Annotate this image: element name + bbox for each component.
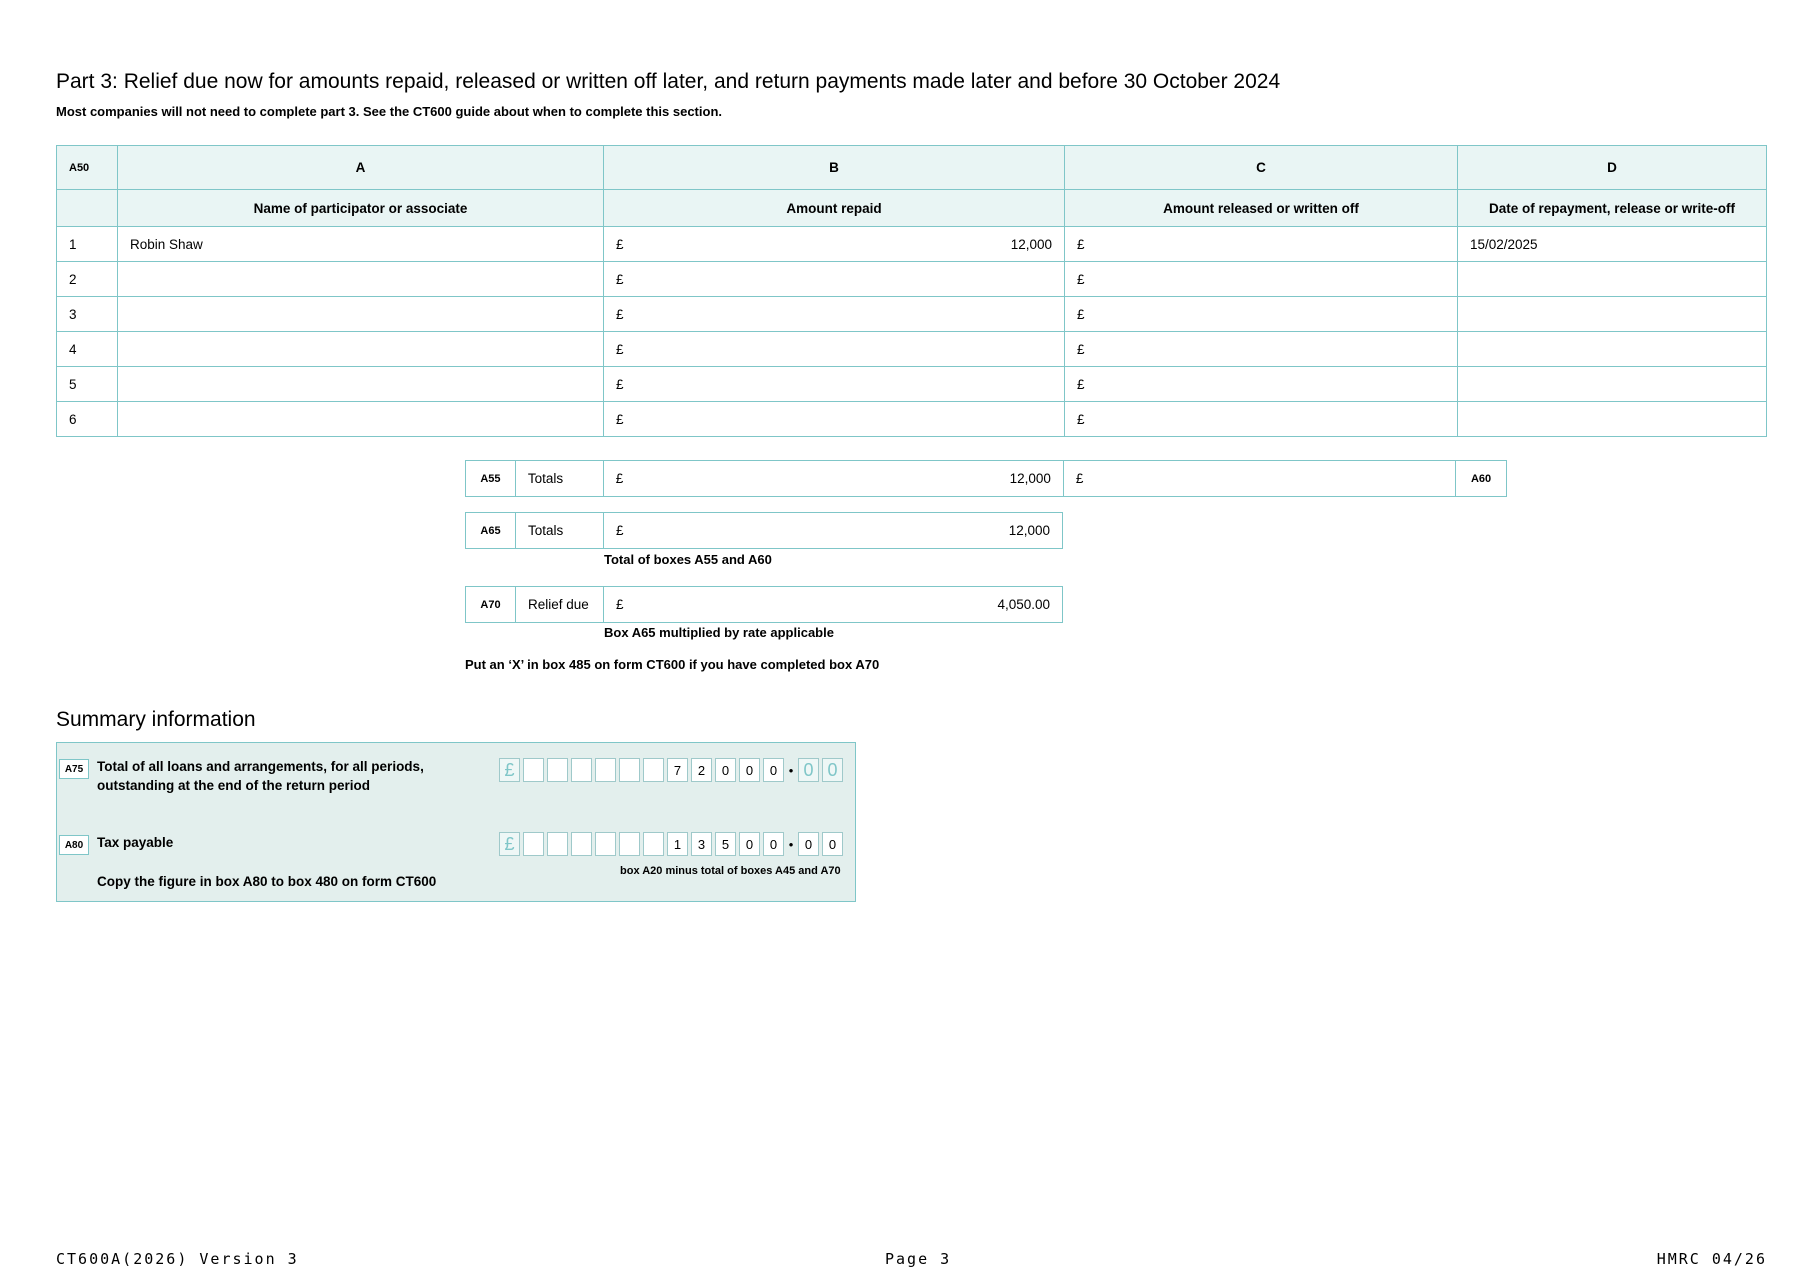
summary-panel [56, 742, 856, 902]
digit-cell[interactable]: 0 [763, 758, 784, 782]
participator-name-field[interactable] [118, 332, 604, 367]
decimal-point: • [788, 762, 794, 778]
table-row [57, 297, 1767, 332]
digit-cell[interactable] [595, 832, 616, 856]
instruction-text: Put an ‘X’ in box 485 on form CT600 if you have completed box A70 [465, 657, 880, 672]
part-note: Most companies will not need to complete part 3. See the CT600 guide about when to complete this section. [56, 104, 722, 119]
participator-name-field[interactable] [118, 402, 604, 437]
digit-cell[interactable] [547, 758, 568, 782]
a65-value: 12,000 [1008, 523, 1050, 538]
amount-repaid-field[interactable]: £ [604, 262, 1065, 297]
pence-cell[interactable]: 0 [822, 832, 843, 856]
digit-cell[interactable]: 3 [691, 832, 712, 856]
amount-repaid-field[interactable]: £ [604, 297, 1065, 332]
col-header-repaid: Amount repaid [604, 190, 1065, 227]
box-code-a80: A80 [59, 835, 89, 855]
relief-label: Relief due [516, 587, 604, 622]
pound-sign: £ [499, 758, 520, 782]
repayment-date-field[interactable] [1458, 297, 1767, 332]
digit-cell[interactable] [619, 758, 640, 782]
a55-value: 12,000 [1009, 471, 1051, 486]
box-code-a70: A70 [466, 587, 516, 622]
box-code-a65: A65 [466, 513, 516, 548]
amount-repaid-field[interactable]: £ [604, 332, 1065, 367]
digit-cell[interactable]: 0 [763, 832, 784, 856]
col-letter-a: A [118, 146, 604, 190]
table-row [57, 262, 1767, 297]
digit-cell[interactable] [595, 758, 616, 782]
a80-copy-note: Copy the figure in box A80 to box 480 on form CT600 [97, 874, 437, 889]
repayment-date-field[interactable]: 15/02/2025 [1458, 227, 1767, 262]
repayment-date-field[interactable] [1458, 367, 1767, 402]
participator-name-field[interactable] [118, 367, 604, 402]
row-number: 1 [57, 227, 118, 262]
box-code-a75: A75 [59, 759, 89, 779]
amount-released-field[interactable]: £ [1065, 367, 1458, 402]
table-row [57, 367, 1767, 402]
row-number: 3 [57, 297, 118, 332]
relief-a70-row [465, 586, 1063, 623]
a55-field[interactable]: £ 12,000 [604, 461, 1064, 496]
a80-label: Tax payable [97, 835, 174, 850]
a70-value: 4,050.00 [997, 597, 1050, 612]
a75-label: Total of all loans and arrangements, for all periods, outstanding at the end of the return period [97, 759, 424, 793]
amount-repaid-field[interactable]: £ [604, 367, 1065, 402]
box-code-a60: A60 [1470, 472, 1492, 485]
digit-cell[interactable]: 0 [715, 758, 736, 782]
a70-note: Box A65 multiplied by rate applicable [604, 625, 834, 640]
col-header-name: Name of participator or associate [118, 190, 604, 227]
digit-cell[interactable]: 0 [739, 832, 760, 856]
footer-page-number: Page 3 [885, 1250, 952, 1268]
totals-label: Totals [516, 513, 604, 548]
a80-digit-field[interactable] [499, 832, 846, 856]
a65-field[interactable]: £ 12,000 [616, 523, 1050, 538]
digit-cell[interactable] [571, 758, 592, 782]
col-header-released: Amount released or written off [1065, 190, 1458, 227]
totals-a65-row [465, 512, 1063, 549]
digit-cell[interactable]: 1 [667, 832, 688, 856]
digit-cell[interactable] [547, 832, 568, 856]
digit-cell[interactable]: 7 [667, 758, 688, 782]
repayment-date-field[interactable] [1458, 262, 1767, 297]
footer-hmrc-date: HMRC 04/26 [1656, 1250, 1767, 1268]
totals-label: Totals [516, 461, 604, 496]
relief-table [56, 145, 1767, 437]
amount-released-field[interactable]: £ [1065, 262, 1458, 297]
box-code-a50: A50 [57, 146, 118, 190]
digit-cell[interactable]: 5 [715, 832, 736, 856]
amount-released-field[interactable]: £ [1065, 402, 1458, 437]
decimal-point: • [788, 836, 794, 852]
table-header-letters [57, 146, 1767, 190]
pence-cell[interactable]: 0 [798, 758, 819, 782]
digit-cell[interactable] [643, 758, 664, 782]
row-number: 5 [57, 367, 118, 402]
a60-field[interactable]: £ [1064, 461, 1456, 496]
participator-name-field[interactable] [118, 297, 604, 332]
row-number: 6 [57, 402, 118, 437]
amount-released-field[interactable]: £ [1065, 332, 1458, 367]
a80-hint: box A20 minus total of boxes A45 and A70 [620, 865, 841, 877]
col-letter-b: B [604, 146, 1065, 190]
a70-field[interactable]: £ 4,050.00 [616, 597, 1050, 612]
footer-form-version: CT600A(2026) Version 3 [56, 1250, 299, 1268]
col-letter-c: C [1065, 146, 1458, 190]
repayment-date-field[interactable] [1458, 402, 1767, 437]
col-letter-d: D [1458, 146, 1767, 190]
repayment-date-field[interactable] [1458, 332, 1767, 367]
table-row [57, 227, 1767, 262]
summary-title: Summary information [56, 708, 256, 731]
digit-cell[interactable] [571, 832, 592, 856]
table-row [57, 402, 1767, 437]
participator-name-field[interactable]: Robin Shaw [118, 227, 604, 262]
digit-cell[interactable] [643, 832, 664, 856]
a75-digit-field[interactable] [499, 758, 846, 782]
box-code-a55: A55 [466, 461, 516, 496]
part-title: Part 3: Relief due now for amounts repaid, released or written off later, and return payments made later and before 30 October 2024 [56, 70, 1281, 93]
row-number: 2 [57, 262, 118, 297]
digit-cell[interactable]: 0 [739, 758, 760, 782]
digit-cell[interactable]: 2 [691, 758, 712, 782]
totals-a55-row [465, 460, 1507, 497]
participator-name-field[interactable] [118, 262, 604, 297]
pence-cell[interactable]: 0 [822, 758, 843, 782]
a65-note: Total of boxes A55 and A60 [604, 552, 772, 567]
digit-cell[interactable] [523, 832, 544, 856]
col-header-date: Date of repayment, release or write-off [1458, 190, 1767, 227]
amount-repaid-field[interactable]: £ 12,000 [604, 227, 1065, 262]
table-header-titles [57, 190, 1767, 227]
table-row [57, 332, 1767, 367]
amount-repaid-field[interactable]: £ [604, 402, 1065, 437]
digit-cell[interactable] [619, 832, 640, 856]
amount-released-field[interactable]: £ [1065, 297, 1458, 332]
pound-sign: £ [499, 832, 520, 856]
pence-cell[interactable]: 0 [798, 832, 819, 856]
row-number: 4 [57, 332, 118, 367]
amount-released-field[interactable]: £ [1065, 227, 1458, 262]
digit-cell[interactable] [523, 758, 544, 782]
